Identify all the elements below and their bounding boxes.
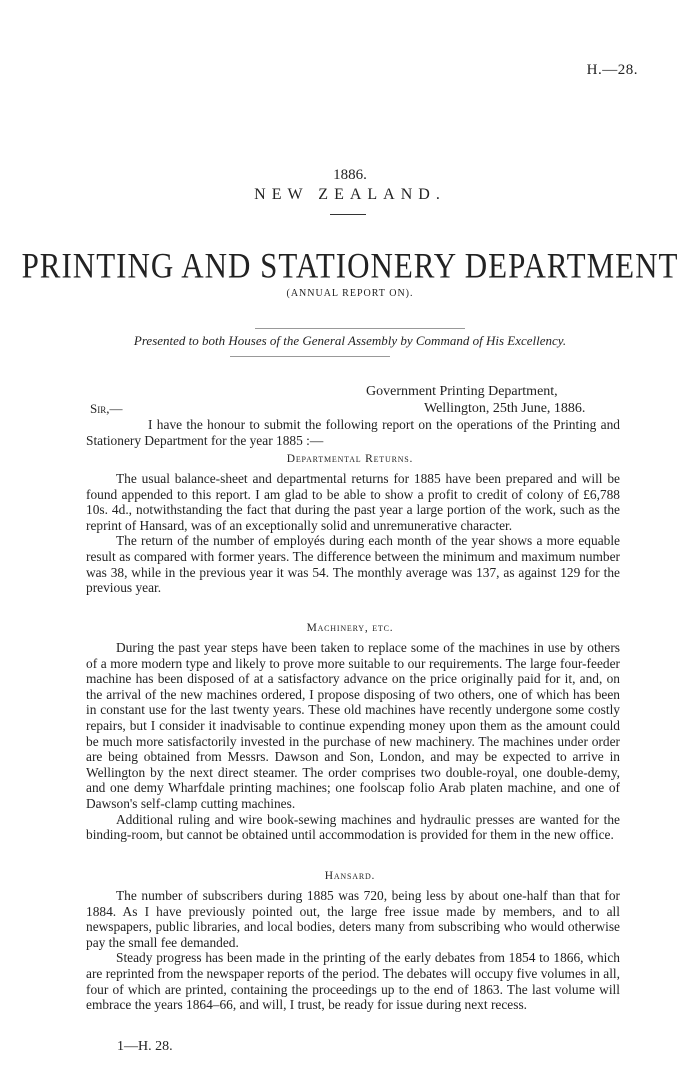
report-year: 1886. <box>333 167 367 183</box>
address-line-2: Wellington, 25th June, 1886. <box>424 401 586 416</box>
country-name: NEW ZEALAND. <box>254 186 446 203</box>
hansard-section <box>86 888 620 1013</box>
presented-line: Presented to both Houses of the General Assembly by Command of His Excellency. <box>133 333 567 348</box>
page-reference: H.—28. <box>586 62 638 78</box>
machinery-paragraph-1: During the past year steps have been taken to replace some of the machines in use by others of a more modern type and likely to prove more suitable to our requirements. The large four-feeder machine has been disposed of at a satisfactory advance on the price originally paid for it, and, on the arrival of the new machines ordered, I propose disposing of two others, one of which has been in constant use for the last twenty years. These old machines have recently undergone some costly repairs, but I consider it inadvisable to continue expending money upon them as the amount could be much more satisfactorily invested in the purchase of new machinery. The machines under order are being obtained from Messrs. Dawson and Son, London, and may be expected to arrive in Wellington by the next direct steamer. The order comprises two double-royal, one double-demy, and one demy Wharfdale printing machines; one foolscap folio Arab platen machine, and one of Dawson's self-clamp cutting machines. <box>86 640 620 811</box>
hansard-paragraph-2: Steady progress has been made in the printing of the early debates from 1854 to 1866, which are reprinted from the newspaper reports of the period. The debates will occupy five volumes in all, four of which are printed, containing the proceedings up to the end of 1863. The last volume will embrace the years 1864–66, and will, I trust, be ready for issue during next recess. <box>86 950 620 1013</box>
intro-block <box>86 417 620 448</box>
heading-machinery: Machinery, etc. <box>306 622 394 634</box>
returns-paragraph-2: The return of the number of employés during each month of the year shows a more equable result as compared with former years. The difference between the minimum and maximum number was 38, while in the previous year it was 54. The monthly average was 137, as against 129 for the previous year. <box>86 533 620 596</box>
intro-paragraph: I have the honour to submit the following report on the operations of the Printing and Stationery Department for the year 1885 :— <box>86 417 620 448</box>
footer-signature: 1—H. 28. <box>117 1039 173 1054</box>
returns-paragraph-1: The usual balance-sheet and departmental returns for 1885 have been prepared and will be found appended to this report. I am glad to be able to show a profit to credit of colony of £6,788 10s. 4d., notwithstanding the fact that during the past year a large portion of the work, such as the reprint of Hansard, was of an exceptionally solid and unremunerative character. <box>86 471 620 533</box>
divider-short <box>330 214 366 215</box>
page-title: PRINTING AND STATIONERY DEPARTMENT <box>21 245 679 286</box>
page-subtitle: (ANNUAL REPORT ON). <box>286 288 414 299</box>
heading-hansard: Hansard. <box>324 870 376 882</box>
salutation: Sir,— <box>90 401 123 416</box>
heading-departmental-returns: Departmental Returns. <box>286 453 414 465</box>
hansard-paragraph-1: The number of subscribers during 1885 was 720, being less by about one-half than that for 1884. As I have previously pointed out, the large free issue made by members, and to all newspapers, public libraries, and local bodies, deters many from subscribing who would otherwise pay the small fee demanded. <box>86 888 620 950</box>
address-line-1: Government Printing Department, <box>366 384 558 399</box>
divider-bottom <box>230 356 390 357</box>
machinery-paragraph-2: Additional ruling and wire book-sewing machines and hydraulic presses are wanted for the binding-room, but cannot be obtained until accommodation is provided for them in the new office. <box>86 811 620 843</box>
divider-top <box>255 328 465 329</box>
returns-section <box>86 471 620 596</box>
machinery-section <box>86 640 620 843</box>
